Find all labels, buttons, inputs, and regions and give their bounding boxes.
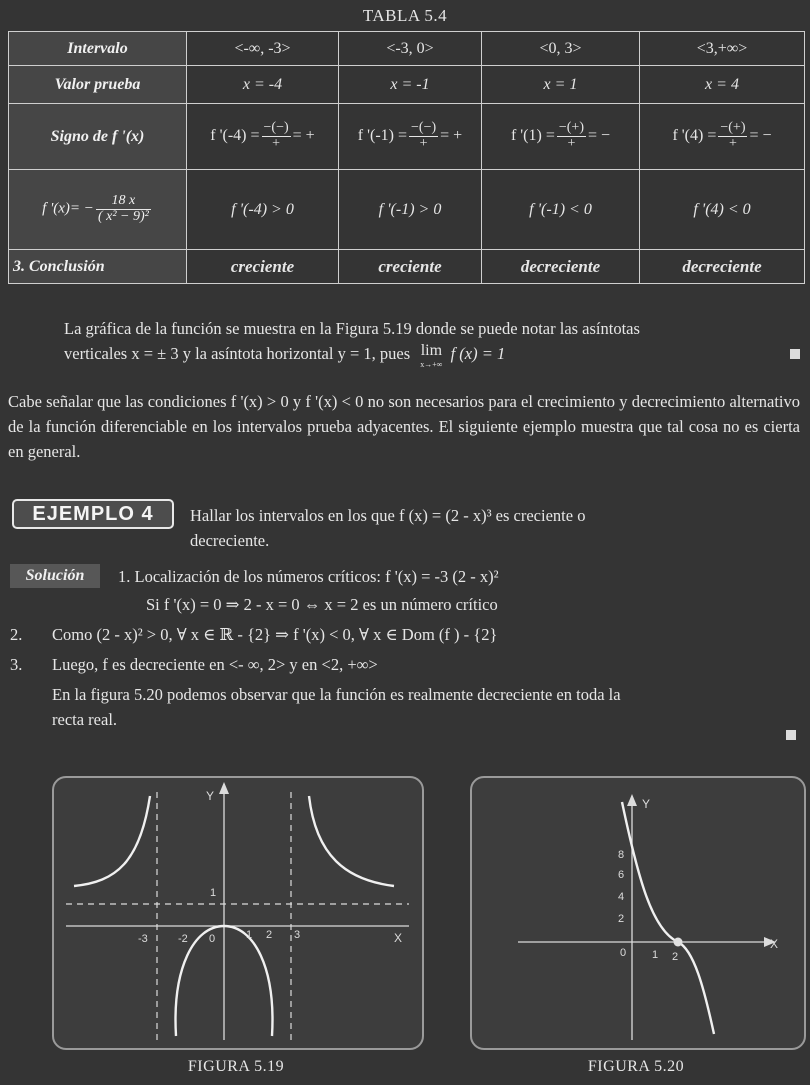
sign-4-lhs: f '(4) = — [672, 127, 717, 145]
curve-left-branch — [74, 796, 150, 886]
sign-1-den: + — [272, 136, 281, 151]
cell-sign-2 — [339, 104, 482, 170]
table-row-sign — [9, 104, 805, 170]
sign-1-rhs: = + — [292, 127, 315, 145]
cell-concl-3: decreciente — [482, 250, 640, 284]
cell-test-3: x = 1 — [482, 66, 640, 104]
figure-5-20-caption: FIGURA 5.20 — [587, 1058, 685, 1075]
curve-right-branch — [309, 796, 394, 886]
fig519-x-label: X — [394, 931, 403, 945]
critical-point — [674, 938, 683, 947]
figure-5-20-plot — [472, 778, 804, 1048]
fig519-tick-x-0: -3 — [138, 933, 148, 945]
fig520-tick-y-6: 6 — [618, 869, 625, 881]
header-sign: Signo de f '(x) — [9, 104, 187, 170]
sign-2-num: −(−) — [411, 120, 437, 136]
solution-step-1: 1. Localización de los números críticos: f '(x) = -3 (2 - x)² — [118, 567, 499, 586]
fig519-tick-x-2: 0 — [209, 933, 216, 945]
cell-interval-1: <-∞, -3> — [187, 32, 339, 66]
fig519-tick-x-3: 1 — [246, 929, 253, 941]
cell-interval-3: <0, 3> — [482, 32, 640, 66]
cell-concl-4: decreciente — [640, 250, 805, 284]
fig520-tick-x-1: 1 — [652, 949, 659, 961]
figure-5-19-frame — [52, 776, 424, 1050]
p1-limit-value: f (x) = 1 — [450, 344, 506, 363]
fig519-tick-x-5: 3 — [294, 929, 301, 941]
s4-line2: recta real. — [52, 710, 118, 729]
ejemplo-line2: decreciente. — [190, 531, 270, 550]
cell-concl-2: creciente — [339, 250, 482, 284]
sign-2-rhs: = + — [440, 127, 463, 145]
end-example-square — [786, 730, 796, 740]
cell-concl-1: creciente — [187, 250, 339, 284]
table-title: TABLA 5.4 — [362, 6, 448, 25]
cell-test-4: x = 4 — [640, 66, 805, 104]
sign-3-lhs: f '(1) = — [510, 127, 555, 145]
fig519-y-label: Y — [206, 789, 215, 803]
sign-1-frac — [262, 121, 291, 151]
cell-deriv-4: f '(4) < 0 — [640, 170, 805, 250]
fig520-y-label: Y — [642, 797, 651, 811]
fig520-tick-x-2: 2 — [672, 951, 679, 963]
solution-step-3: Luego, f es decreciente en <- ∞, 2> y en <2, +∞> — [52, 655, 378, 674]
y-axis-arrow — [627, 794, 637, 806]
deriv-formula-den: ( x² − 9)² — [97, 209, 149, 224]
table-row-test-value — [9, 66, 805, 104]
p1-line2-text: verticales x = ± 3 y la asíntota horizontal y = 1, pues — [64, 344, 411, 363]
sign-4-rhs: = − — [749, 127, 772, 145]
header-test-value: Valor prueba — [9, 66, 187, 104]
solution-step-1b: Si f '(x) = 0 ⇒ 2 - x = 0 ⇔ x = 2 es un número crítico — [146, 595, 498, 614]
sign-2-lhs: f '(-1) = — [357, 127, 408, 145]
figure-5-20-frame — [470, 776, 806, 1050]
table-row-derivative — [9, 170, 805, 250]
limit-symbol — [420, 341, 442, 369]
table-row-conclusion — [9, 250, 805, 284]
cell-sign-3 — [482, 104, 640, 170]
table-row-interval — [9, 32, 805, 66]
table-5-4 — [8, 31, 805, 284]
paragraph-asymptotes — [64, 316, 800, 369]
cell-deriv-1: f '(-4) > 0 — [187, 170, 339, 250]
sign-2-den: + — [419, 136, 428, 151]
sign-4-frac — [718, 121, 747, 151]
sign-1-lhs: f '(-4) = — [210, 127, 260, 145]
solution-step-2-number: 2. — [10, 625, 23, 644]
cell-test-1: x = -4 — [187, 66, 339, 104]
deriv-formula-num: 18 x — [96, 194, 151, 210]
figure-5-19-plot — [54, 778, 422, 1048]
p1-line2 — [64, 341, 800, 369]
ejemplo-line1: Hallar los intervalos en los que f (x) = (2 - x)³ es creciente o — [190, 506, 586, 525]
cell-test-2: x = -1 — [339, 66, 482, 104]
sign-4-den: + — [728, 136, 737, 151]
sign-3-rhs: = − — [587, 127, 611, 145]
cell-sign-4 — [640, 104, 805, 170]
fig520-tick-y-2: 2 — [618, 913, 625, 925]
paragraph-note: Cabe señalar que las condiciones f '(x) > 0 y f '(x) < 0 no son necesarios para el crecimiento y decrecimiento alternativo de la función diferenciable en los intervalos prueba adyacentes. El siguiente ejemplo muestra que tal cosa no es cierta en general. — [8, 392, 800, 461]
fig519-tick-x-4: 2 — [266, 929, 273, 941]
sign-3-frac — [557, 121, 586, 151]
header-interval: Intervalo — [9, 32, 187, 66]
curve-cubic — [622, 802, 714, 1034]
header-conclusion: 3. Conclusión — [9, 250, 187, 284]
ejemplo-statement — [190, 503, 800, 553]
fig519-tick-x-1: -2 — [178, 933, 188, 945]
sign-2-frac — [409, 121, 438, 151]
sign-3-num: −(+) — [558, 120, 584, 136]
deriv-formula-lhs: f '(x)= − — [42, 200, 94, 217]
y-axis-arrow — [219, 782, 229, 794]
solution-step-3-number: 3. — [10, 655, 23, 674]
s4-line1: En la figura 5.20 podemos observar que la función es realmente decreciente en toda la — [52, 685, 621, 704]
solution-step-2: Como (2 - x)² > 0, ∀ x ∈ ℝ - {2} ⇒ f '(x) < 0, ∀ x ∈ Dom (f ) - {2} — [52, 625, 498, 644]
deriv-formula-frac — [96, 194, 151, 224]
p1-line1: La gráfica de la función se muestra en la Figura 5.19 donde se puede notar las asíntotas — [64, 319, 640, 338]
cell-deriv-3: f '(-1) < 0 — [482, 170, 640, 250]
sign-4-num: −(+) — [720, 120, 746, 136]
limit-lim: lim — [420, 342, 443, 359]
ejemplo-badge: EJEMPLO 4 — [12, 499, 174, 529]
cell-interval-2: <-3, 0> — [339, 32, 482, 66]
header-derivative-formula — [9, 170, 187, 250]
fig520-tick-y-8: 8 — [618, 849, 625, 861]
cell-interval-4: <3,+∞> — [640, 32, 805, 66]
sign-1-num: −(−) — [263, 120, 289, 136]
fig520-tick-y-4: 4 — [618, 891, 625, 903]
sign-3-den: + — [567, 136, 576, 151]
fig519-tick-y-1: 1 — [210, 887, 217, 899]
fig520-x-label: X — [770, 937, 779, 951]
cell-deriv-2: f '(-1) > 0 — [339, 170, 482, 250]
fig520-tick-x-0: 0 — [620, 947, 627, 959]
figure-5-19-caption: FIGURA 5.19 — [187, 1058, 285, 1075]
limit-sub: x→+∞ — [420, 360, 443, 369]
end-proof-square — [790, 349, 800, 359]
cell-sign-1 — [187, 104, 339, 170]
solucion-badge: Solución — [10, 564, 100, 588]
solution-step-4 — [52, 682, 800, 732]
